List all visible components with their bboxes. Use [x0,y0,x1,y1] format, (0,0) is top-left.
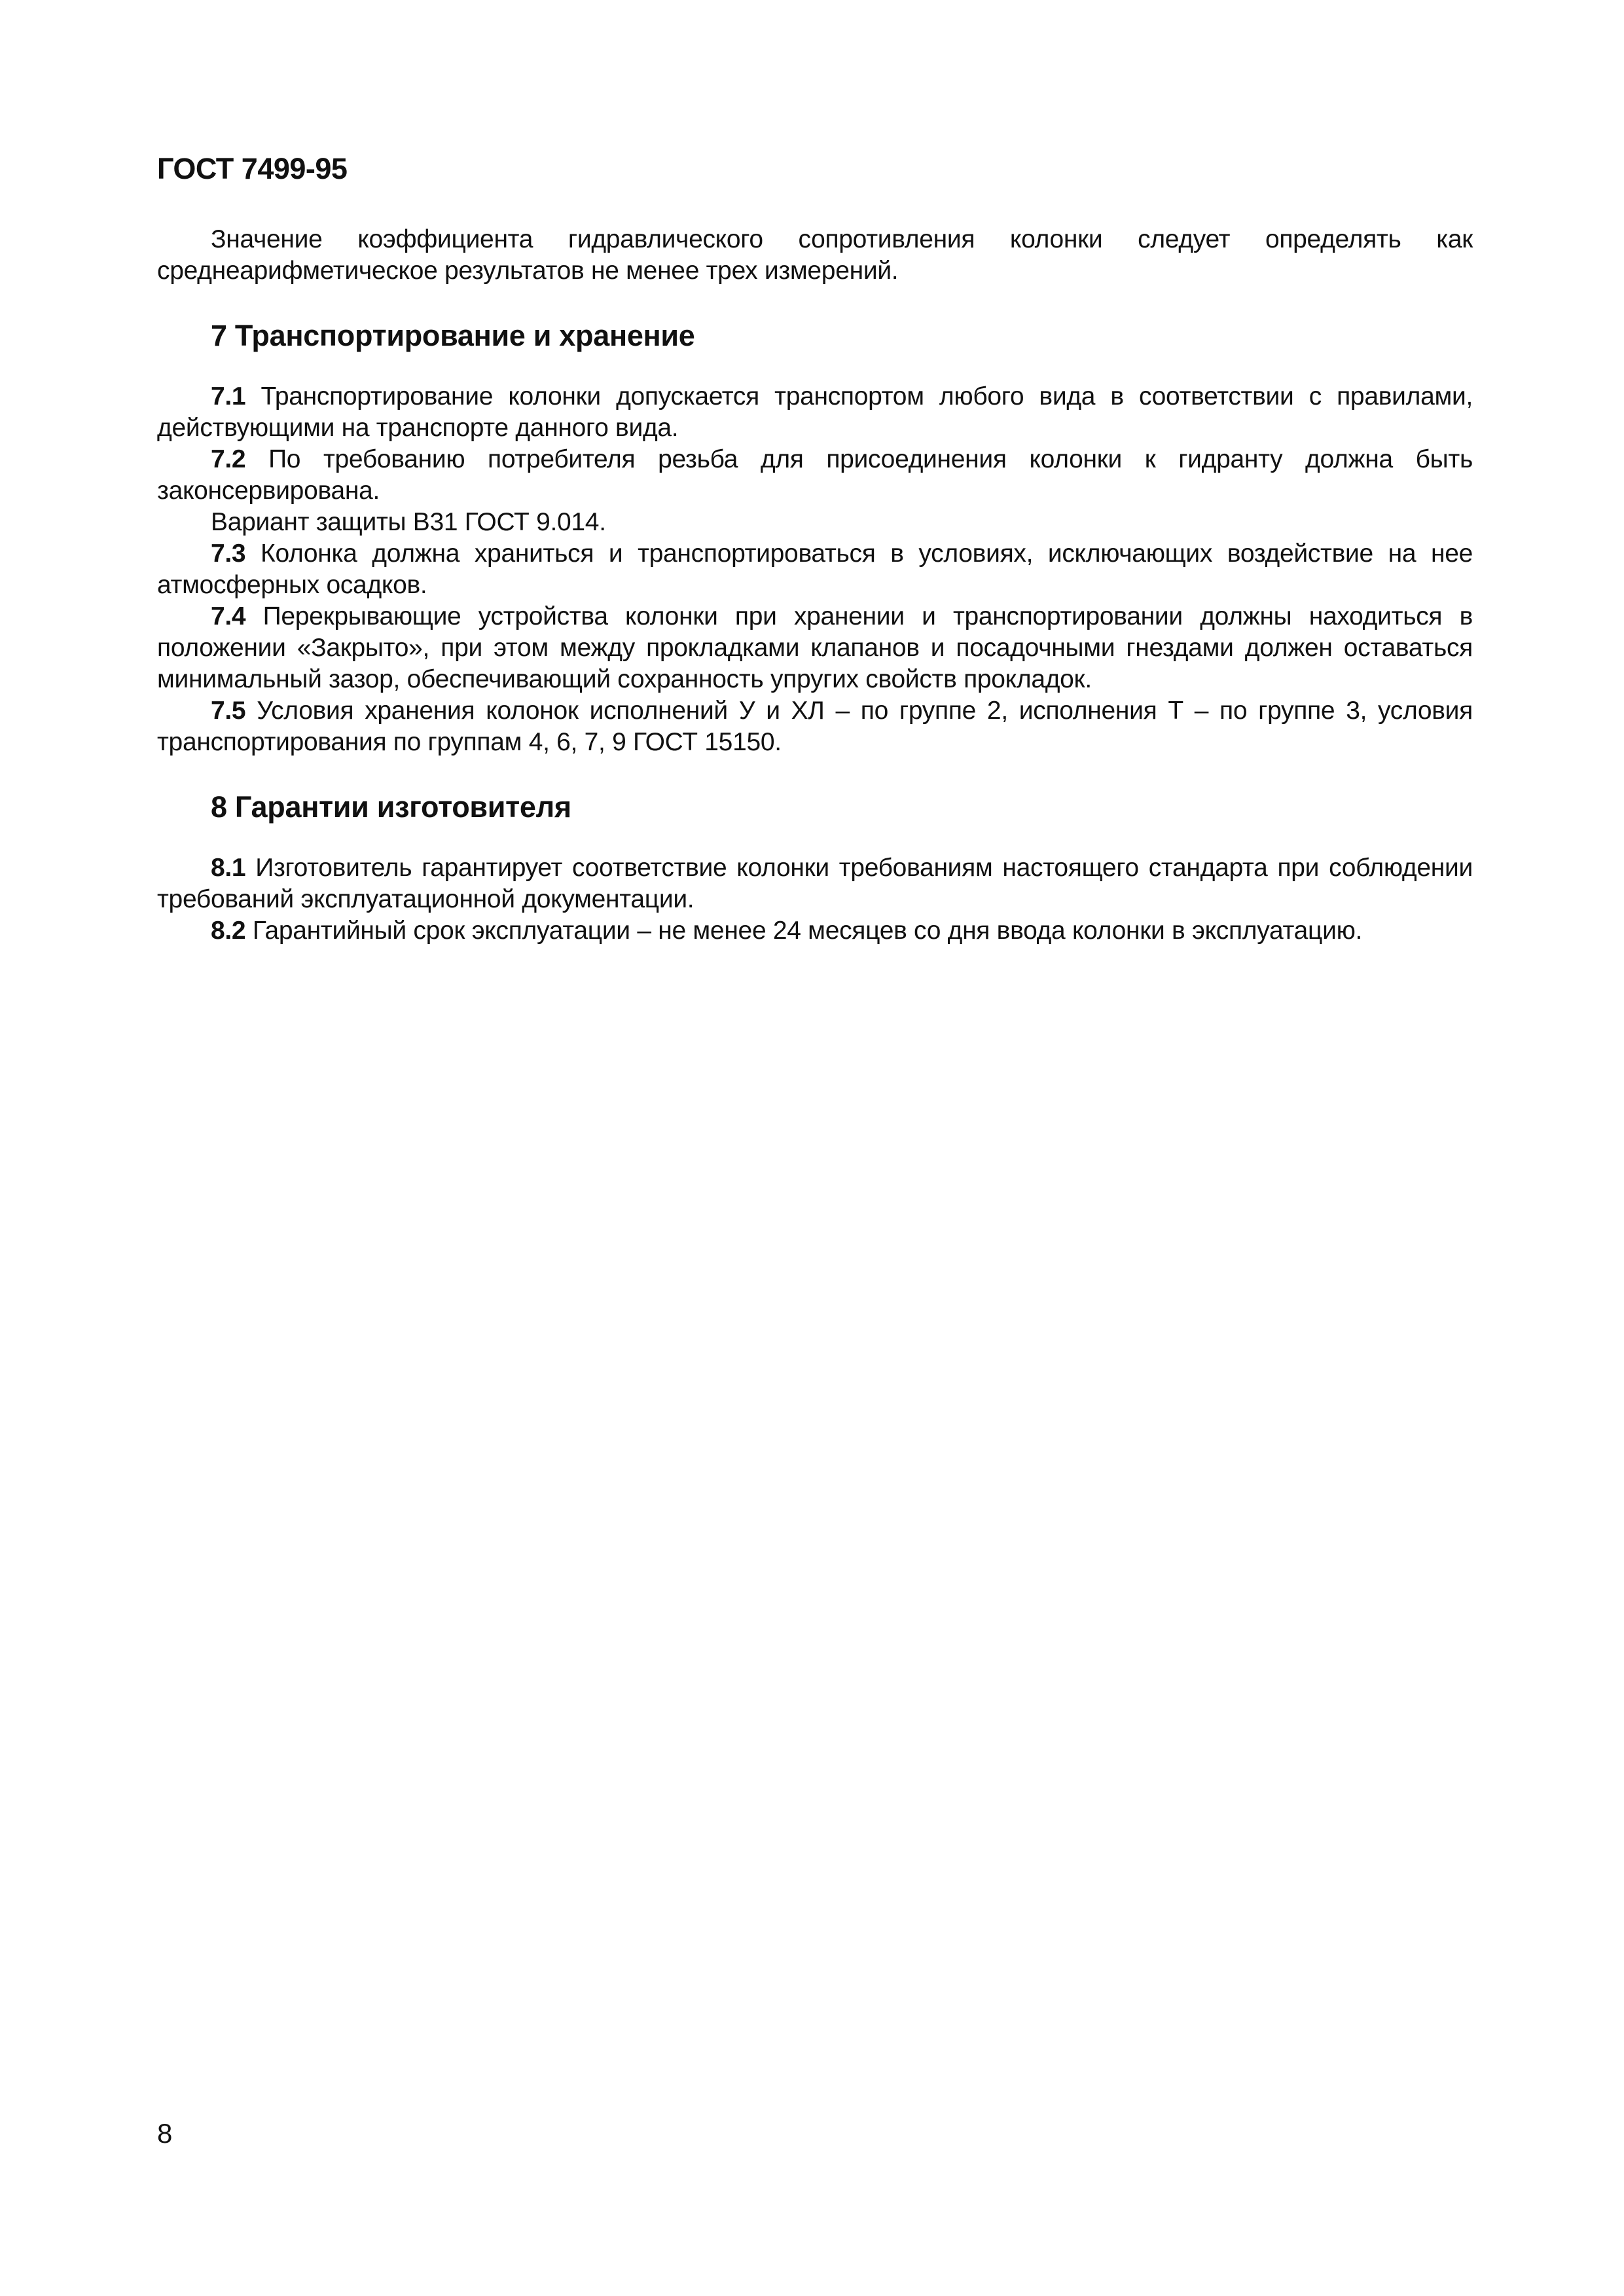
clause-number: 7.1 [211,382,246,410]
clause-7-4 [157,601,1473,695]
clause-number: 7.4 [211,602,246,630]
intro-paragraph: Значение коэффициента гидравлического сопротивления колонки следует определять как среднеарифметическое результатов не менее трех измерений. [157,225,1473,285]
clause-text: Условия хранения колонок исполнений У и ХЛ – по группе 2, исполнения Т – по группе 3, условия транспортирования по группам 4, 6, 7, 9 ГОСТ 15150. [157,697,1473,756]
clause-number: 8.1 [211,854,246,882]
clause-7-1 [157,381,1473,444]
clause-text: Транспортирование колонки допускается транспортом любого вида в соответствии с правилами, действующими на транспорте данного вида. [157,382,1473,442]
document-body [157,224,1473,947]
clause-number: 7.3 [211,539,246,568]
clause-text: Вариант защиты В31 ГОСТ 9.014. [211,508,606,536]
section-8-title: 8 Гарантии изготовителя [211,790,571,824]
document-code-header: ГОСТ 7499-95 [157,152,348,185]
clause-number: 8.2 [211,917,246,945]
clause-text: Гарантийный срок эксплуатации – не менее 24 месяцев со дня ввода колонки в эксплуатацию. [245,917,1363,945]
clause-7-2 [157,444,1473,507]
clause-text: По требованию потребителя резьба для присоединения колонки к гидранту должна быть законсервирована. [157,445,1473,505]
clause-7-5 [157,695,1473,758]
clause-number: 7.2 [211,445,246,473]
page-number: 8 [157,2118,173,2149]
clause-text: Колонка должна храниться и транспортироваться в условиях, исключающих воздействие на нее атмосферных осадков. [157,539,1473,599]
clause-text: Перекрывающие устройства колонки при хранении и транспортировании должны находиться в положении «Закрыто», при этом между прокладками клапанов и посадочными гнездами должен оставаться минимальный зазор, обеспечивающий сохранность упругих свойств прокладок. [157,602,1473,693]
clause-8-1 [157,852,1473,915]
section-7-title: 7 Транспортирование и хранение [211,319,695,352]
protection-variant [157,507,1473,538]
clause-8-2 [157,915,1473,947]
clause-7-3 [157,538,1473,601]
clause-number: 7.5 [211,697,246,725]
clause-text: Изготовитель гарантирует соответствие колонки требованиям настоящего стандарта при соблюдении требований эксплуатационной документации. [157,854,1473,913]
